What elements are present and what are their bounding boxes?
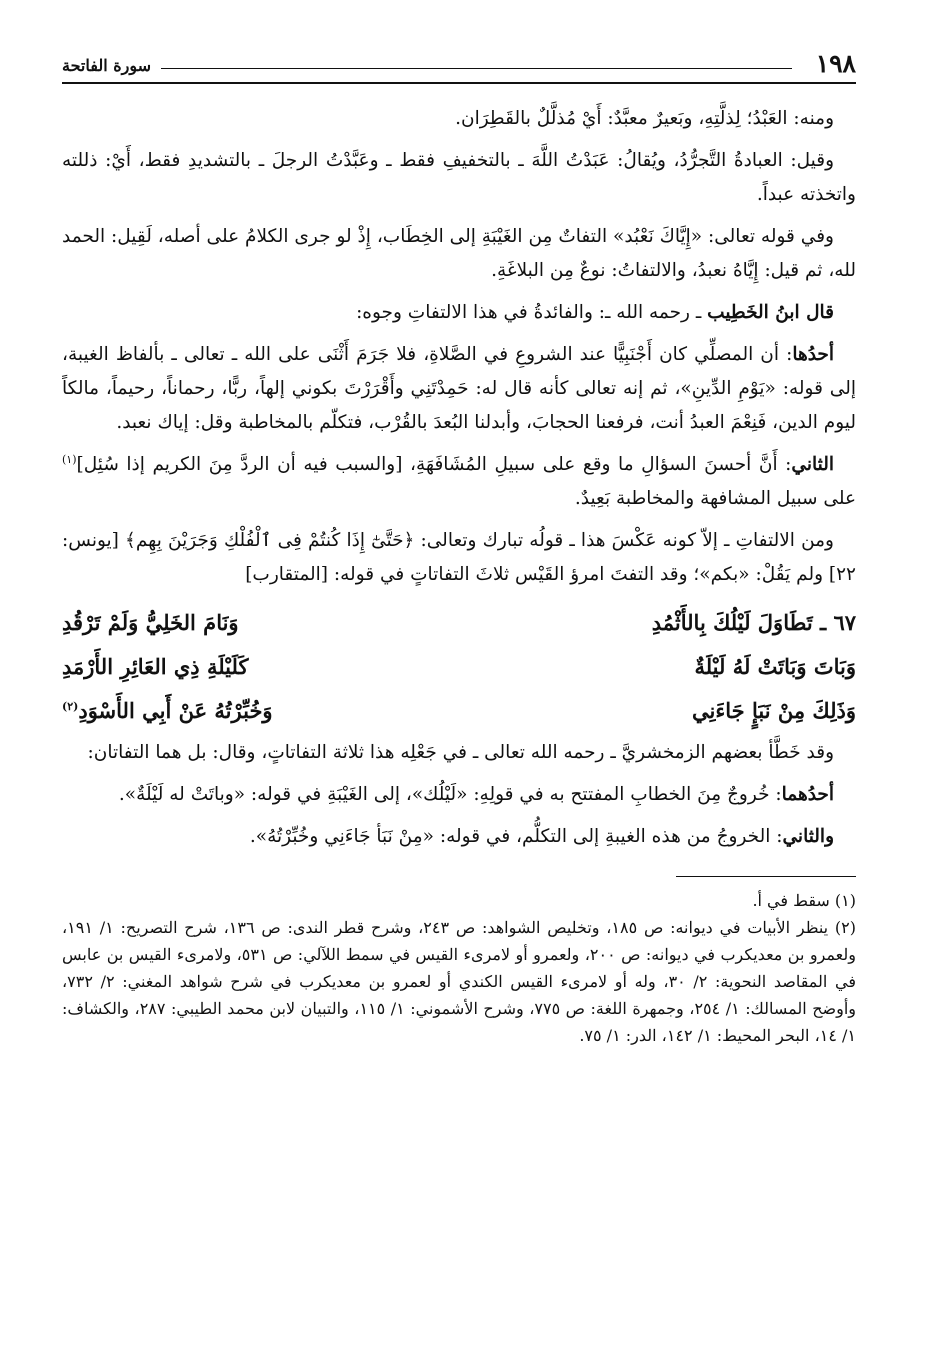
page-number: ١٩٨ <box>815 49 856 78</box>
paragraph-text: : خُروجٌ مِنَ الخطابِ المفتتح به في قولِهِ: «لَيْلُك»، إلى الغَيْبَةِ في قوله: «وباتَتْ له لَيْلَةٌ». <box>118 784 782 805</box>
verse-second-hemistich <box>62 654 443 679</box>
paragraph <box>62 144 856 212</box>
footnotes <box>62 887 856 1049</box>
main-text <box>62 102 856 854</box>
paragraph <box>62 448 856 516</box>
paragraph-text: : الخروجُ من هذه الغيبةِ إلى التكلُّم، في قوله: «مِنْ نَبَأ جَاءَنِي وخُبِّرْتُهُ». <box>249 826 783 847</box>
paragraph-text: ـ رحمه الله ـ: والفائدةُ في هذا الالتفاتِ وجوه: <box>356 302 708 323</box>
paragraph-text: ومن الالتفاتِ ـ إلاّ كونه عَكْسَ هذا ـ قولُه تبارك وتعالى: ﴿حَتَّىٰٓ إِذَا كُنتُمْ فِى ٱلْفُلْكِ وَجَرَيْنَ بِهِم﴾ [يونس: ٢٢] ولم يَقُلْ: «بكم»؛ وقد التفتَ امرؤ القَيْس ثلاثَ التفاتاتٍ في قوله: [المتقارب] <box>62 530 856 585</box>
verse-second-hemistich <box>62 698 443 723</box>
hemistich-text: وَخُبِّرْتُهُ عَنْ أَبِي الأَسْوَدِ <box>78 697 273 723</box>
paragraph-text: ومنه: العَبْدُ؛ لِذلَّتِهِ، وبَعيرٌ معبَّدٌ: أَيْ مُذلَّلٌ بالقَطِرَان. <box>455 108 834 129</box>
verse-first-hemistich: وَبَاتَ وَبَاتَتْ لَهُ لَيْلَةٌ <box>694 653 856 679</box>
footnote-ref: (٢) <box>62 699 79 713</box>
paragraph <box>62 220 856 288</box>
page-header <box>62 38 856 76</box>
paragraph-text: : أن المصلِّي كان أَجْنَبِيًّا عند الشروعِ في الصَّلاةِ، فلا جَرَمَ أَثْنَى على الله ـ تعالى ـ بألفاظ الغيبة، إلى قوله: «يَوْمِ الدِّينِ»، ثم إنه تعالى كأنه قال له: حَمِدْتَنِي وأَقْرَرْتَ بكوني إلهاً، ربًّا، رحماناً، رحيماً، مالكاً ليوم الدين، فَنِعْمَ العبدُ أنت، فرفعنا الحجابَ، وأبدلنا البُعدَ بالقُرْب، فتكلّم بالمخاطبة وقل: إياك نعبد. <box>62 344 856 433</box>
paragraph <box>62 736 856 770</box>
paragraph-lead: أحدُها <box>792 344 834 365</box>
paragraph-text: على سبيل المشافهة والمخاطبة بَعِيدٌ. <box>574 488 856 509</box>
verse-first-hemistich: وَذَلِكَ مِنْ نَبَإٍ جَاءَنِي <box>692 697 856 723</box>
footnote-text: سقط في أ. <box>752 891 830 910</box>
paragraph <box>62 778 856 812</box>
header-line <box>161 68 792 69</box>
paragraph <box>62 338 856 440</box>
paragraph-lead: الثاني <box>791 454 834 475</box>
paragraph-lead: أحدُهما <box>781 784 834 805</box>
paragraph <box>62 820 856 854</box>
hemistich-text: كَلَيْلَةِ ذِي العَائِرِ الأَرْمَدِ <box>62 653 249 679</box>
verse-first-hemistich: ٦٧ ـ تَطَاوَلَ لَيْلُكَ بِالأَثْمُدِ <box>651 609 856 635</box>
paragraph <box>62 102 856 136</box>
paragraph <box>62 296 856 330</box>
footnote-number: (١) <box>834 891 856 910</box>
footnote-separator <box>676 876 856 877</box>
poem <box>62 600 856 732</box>
poem-verse <box>62 688 856 732</box>
footnote <box>62 914 856 1049</box>
paragraph-lead: قال ابنُ الخَطِيب <box>707 302 834 323</box>
paragraph-lead: والثاني <box>782 826 834 847</box>
paragraph-text: وقيل: العبادةُ التَّجرُّدُ، ويُقالُ: عَبَدْتُ اللَّهَ ـ بالتخفيفِ فقط ـ وعَبَّدْتُ الرجلَ ـ بالتشديدِ فقط، أَيْ: ذللته واتخذته عبداً. <box>62 150 856 205</box>
paragraph-text: : أَنَّ أحسنَ السؤالِ ما وقع على سبيلِ المُشَافَهَةِ، [والسبب فيه أن الردَّ مِنَ الكريم إذا سُئِل] <box>76 454 792 475</box>
poem-verse <box>62 644 856 688</box>
paragraph-text: وفي قوله تعالى: «إِيَّاكَ نَعْبُد» التفاتٌ مِن الغَيْبَةِ إلى الخِطَاب، إِذْ لو جرى الكلامُ على أصله، لَقِيل: الحمد لله، ثم قيل: إِيَّاهُ نعبدُ، والالتفاتُ: نوعٌ مِن البلاغَةِ. <box>62 226 856 281</box>
verse-second-hemistich <box>62 610 443 635</box>
footnote-ref: (١) <box>62 452 77 466</box>
footnote <box>62 887 856 914</box>
poem-verse <box>62 600 856 644</box>
hemistich-text: وَنَامَ الخَلِيُّ وَلَمْ تَرْقُدِ <box>62 609 239 635</box>
footnote-text: ينظر الأبيات في ديوانه: ص ١٨٥، وتخليص الشواهد: ص ٢٤٣، وشرح قطر الندى: ص ١٣٦، شرح التصريح: ١/ ١٩١، ولعمرو بن معديكرب في ديوانه: ص ٢٠٠، ولعمرو أو لامرىء القيس في سمط اللآلي: ص ٥٣١، ولامرىء القيس بن عابس في المقاصد النحوية: ٢/ ٣٠، وله أو لامرىء القيس الكندي أو لعمرو بن معديكرب في شرح شواهد المغني: ٢/ ٧٣٢، وأوضح المسالك: ١/ ٢٥٤، وجمهرة اللغة: ص ٧٧٥، وشرح الأشموني: ١/ ١١٥، والتبيان لابن محمد الطيبي: ٢٨٧، والكشاف: ١/ ١٤، البحر المحيط: ١/ ١٤٢، الدر: ١/ ٧٥. <box>62 918 857 1045</box>
header-rule <box>62 82 856 84</box>
paragraph-text: وقد خَطَّأ بعضهم الزمخشريَّ ـ رحمه الله تعالى ـ في جَعْلِه هذا ثلاثة التفاتاتٍ، وقال: بل هما التفاتان: <box>87 742 834 763</box>
surah-title: سورة الفاتحة <box>62 56 151 75</box>
book-page <box>62 38 856 1368</box>
footnote-number: (٢) <box>834 918 856 937</box>
paragraph <box>62 524 856 592</box>
